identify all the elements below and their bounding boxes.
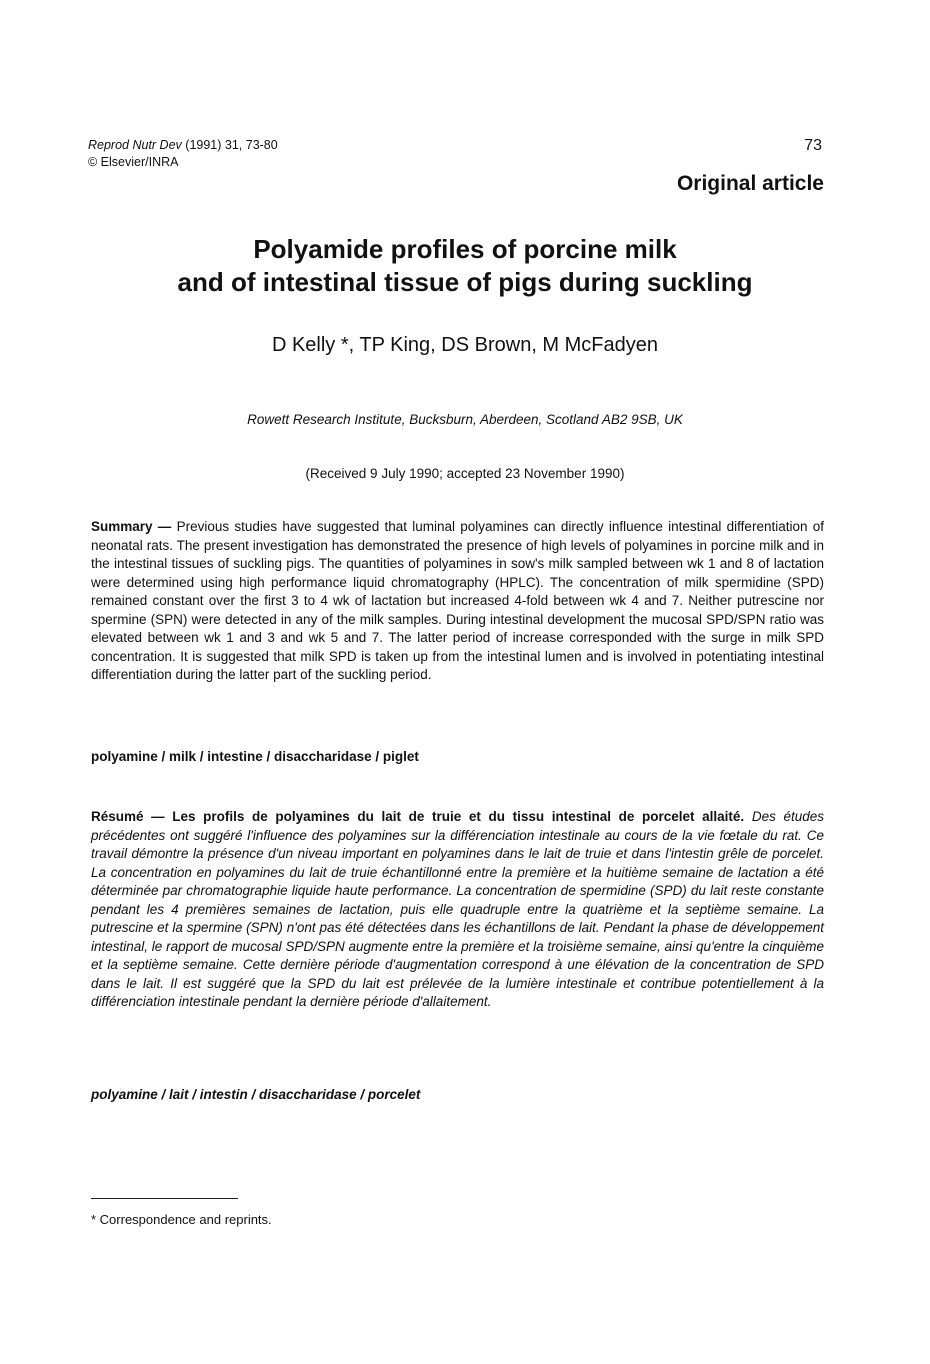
journal-header (88, 137, 278, 171)
authors: D Kelly *, TP King, DS Brown, M McFadyen (271, 334, 659, 356)
affiliation: Rowett Research Institute, Bucksburn, Aberdeen, Scotland AB2 9SB, UK (247, 412, 683, 427)
resume-paragraph (91, 808, 824, 1012)
page-number: 73 (804, 137, 822, 154)
journal-name: Reprod Nutr Dev (88, 138, 182, 152)
summary-paragraph (91, 518, 824, 685)
footnote: * Correspondence and reprints. (91, 1212, 272, 1227)
keywords-french: polyamine / lait / intestin / disaccharidase / porcelet (91, 1087, 421, 1102)
article-type: Original article (676, 172, 824, 195)
keywords-english: polyamine / milk / intestine / disaccharidase / piglet (91, 749, 419, 764)
journal-volume: (1991) 31, 73-80 (185, 138, 278, 152)
resume-label: Résumé — Les profils de polyamines du lait de truie et du tissu intestinal de porcelet allaité. (91, 809, 745, 824)
publisher: © Elsevier/INRA (88, 155, 179, 169)
summary-text: Previous studies have suggested that luminal polyamines can directly influence intestinal differentiation of neonatal rats. The present investigation has demonstrated the presence of high levels of polyamines in porcine milk and in the intestinal tissues of suckling pigs. The quantities of polyamines in sow's milk sampled between wk 1 and 8 of lactation were determined using high performance liquid chromatography (HPLC). The concentration of milk spermidine (SPD) remained constant over the first 3 to 4 wk of lactation but increased 4-fold between wk 4 and 7. Neither putrescine nor spermine (SPN) were detected in any of the milk samples. During intestinal development the mucosal SPD/SPN ratio was elevated between wk 1 and 3 and wk 5 and 7. The latter period of increase corresponded with the surge in milk SPD concentration. It is suggested that milk SPD is taken up from the intestinal lumen and is involved in potentiating intestinal differentiation during the latter part of the suckling period. (91, 519, 824, 682)
footnote-divider (91, 1198, 238, 1199)
paper-title (0, 233, 930, 299)
resume-text: Des études précédentes ont suggéré l'influence des polyamines sur la différenciation intestinale au cours de la vie fœtale du rat. Ce travail démontre la présence d'un niveau important en polyamines dans le lait de truie et dans l'intestin grêle de porcelet. La concentration en polyamines du lait de truie échantillonné entre la première et la huitième semaine de lactation a été déterminée par chromatographie liquide haute performance. La concentration de spermidine (SPD) du lait reste constante pendant les 4 premières semaines de lactation, puis elle quadruple entre la quatrième et la septième semaine. La putrescine et la spermine (SPN) n'ont pas été détectées dans les échantillons de lait. Pendant la phase de développement intestinal, le rapport de mucosal SPD/SPN augmente entre la première et la troisième semaine, ainsi qu'entre la cinquième et la septième semaine. Cette dernière période d'augmentation correspond à une élévation de la concentration de SPD dans le lait. Il est suggéré que la SPD du lait est prélevée de la lumière intestinale et contribue potentiellement à la différenciation intestinale pendant la dernière période d'allaitement. (91, 809, 824, 1009)
title-line-1: Polyamide profiles of porcine milk (253, 234, 677, 264)
journal-citation (88, 137, 278, 154)
title-line-2: and of intestinal tissue of pigs during suckling (177, 267, 753, 297)
received-dates: (Received 9 July 1990; accepted 23 November 1990) (305, 466, 625, 481)
summary-label: Summary — (91, 519, 172, 534)
